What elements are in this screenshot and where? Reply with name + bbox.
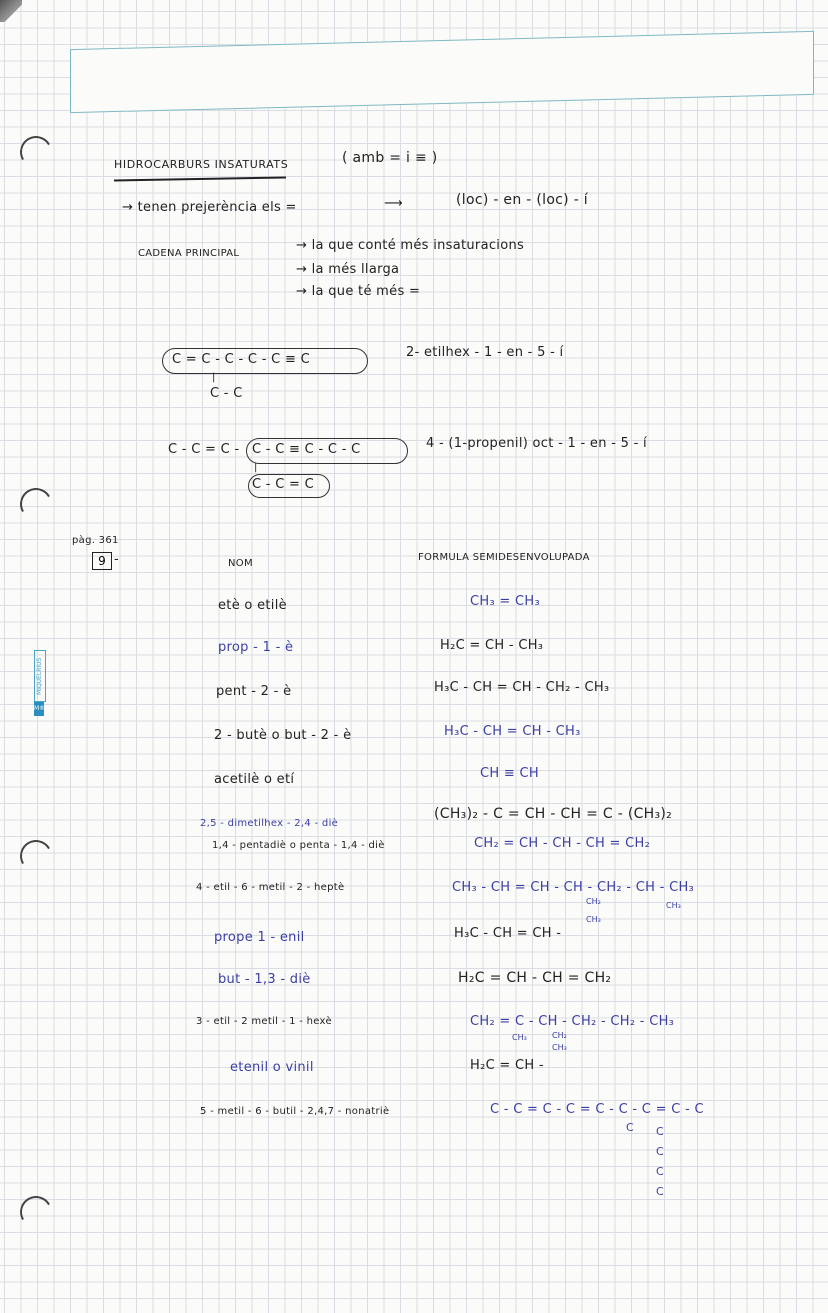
- chain-rule: → la més llarga: [296, 262, 400, 277]
- example-branch: C - C = C: [252, 477, 315, 492]
- page-reference: pàg. 361: [72, 535, 119, 546]
- punch-hole-icon: [16, 836, 55, 875]
- page-title: HIDROCARBURS INSATURATS: [114, 158, 289, 171]
- arrow-icon: ⟶: [384, 196, 403, 211]
- title-note: ( amb = i ≡ ): [342, 150, 438, 166]
- compound-name: 5 - metil - 6 - butil - 2,4,7 - nonatriè: [200, 1106, 390, 1117]
- substituent: CH₃: [512, 1033, 527, 1042]
- exercise-dash: -: [114, 552, 119, 567]
- example-branch: C - C: [210, 386, 243, 401]
- compound-formula: CH ≡ CH: [480, 766, 539, 781]
- compound-name: 4 - etil - 6 - metil - 2 - heptè: [196, 882, 345, 893]
- substituent: CH₃: [666, 901, 681, 910]
- column-header-formula: FORMULA SEMIDESENVOLUPADA: [418, 552, 590, 563]
- example-structure: C = C - C - C - C ≡ C: [172, 352, 310, 367]
- compound-formula: (CH₃)₂ - C = CH - CH = C - (CH₃)₂: [434, 806, 673, 822]
- branch-bond: |: [254, 462, 258, 473]
- header-band: [70, 31, 814, 113]
- substituent: CH₂: [552, 1031, 567, 1040]
- example-structure-prefix: C - C = C -: [168, 442, 240, 457]
- column-header-name: NOM: [228, 558, 253, 569]
- compound-name: etenil o vinil: [230, 1060, 314, 1075]
- compound-formula: H₂C = CH - CH₃: [440, 638, 544, 653]
- chain-rule: → la que conté més insaturacions: [296, 238, 525, 253]
- substituent: CH₂: [586, 897, 601, 906]
- exercise-number: 9: [92, 552, 112, 570]
- compound-formula: CH₂ = C - CH - CH₂ - CH₂ - CH₃: [470, 1014, 675, 1029]
- substituent: C: [626, 1121, 634, 1134]
- example-name: 2- etilhex - 1 - en - 5 - í: [406, 345, 564, 360]
- compound-name: 1,4 - pentadiè o penta - 1,4 - diè: [212, 840, 385, 851]
- compound-name: pent - 2 - è: [216, 684, 292, 699]
- compound-name: prope 1 - enil: [214, 930, 305, 945]
- compound-formula: CH₃ = CH₃: [470, 594, 540, 609]
- page-corner: [0, 0, 22, 22]
- example-name: 4 - (1-propenil) oct - 1 - en - 5 - í: [426, 436, 647, 451]
- substituent-chain: C C C C: [656, 1125, 664, 1198]
- punch-hole-icon: [16, 484, 55, 523]
- compound-formula: H₂C = CH -: [470, 1058, 544, 1073]
- example-structure: C - C ≡ C - C - C: [252, 442, 361, 457]
- compound-name: 2,5 - dimetilhex - 2,4 - diè: [200, 818, 339, 829]
- compound-formula: H₂C = CH - CH = CH₂: [458, 970, 612, 986]
- title-underline: [114, 176, 286, 181]
- compound-formula: C - C = C - C = C - C - C = C - C: [490, 1102, 704, 1117]
- chain-label: CADENA PRINCIPAL: [138, 248, 240, 259]
- chain-rule: → la que té més =: [296, 284, 421, 299]
- compound-formula: H₃C - CH = CH -: [454, 926, 562, 941]
- compound-name: prop - 1 - è: [218, 640, 294, 655]
- punch-hole-icon: [16, 1192, 55, 1231]
- compound-formula: CH₃ - CH = CH - CH - CH₂ - CH - CH₃: [452, 880, 695, 895]
- compound-name: 3 - etil - 2 metil - 1 - hexè: [196, 1016, 332, 1027]
- compound-formula: CH₂ = CH - CH - CH = CH₂: [474, 836, 651, 851]
- compound-name: acetilè o etí: [214, 772, 295, 787]
- substituent: CH₃: [552, 1043, 567, 1052]
- priority-rule: → tenen prejerència els =: [122, 200, 297, 215]
- branch-bond: |: [212, 372, 216, 383]
- compound-name: etè o etilè: [218, 598, 287, 613]
- compound-formula: H₃C - CH = CH - CH₃: [444, 724, 581, 739]
- compound-name: but - 1,3 - diè: [218, 972, 311, 987]
- compound-name: 2 - butè o but - 2 - è: [214, 728, 352, 743]
- brand-logo: MIQUELRIUS M®: [34, 650, 44, 714]
- compound-formula: H₃C - CH = CH - CH₂ - CH₃: [434, 680, 610, 695]
- punch-hole-icon: [16, 132, 55, 171]
- naming-rule: (loc) - en - (loc) - í: [456, 192, 588, 208]
- substituent: CH₃: [586, 915, 601, 924]
